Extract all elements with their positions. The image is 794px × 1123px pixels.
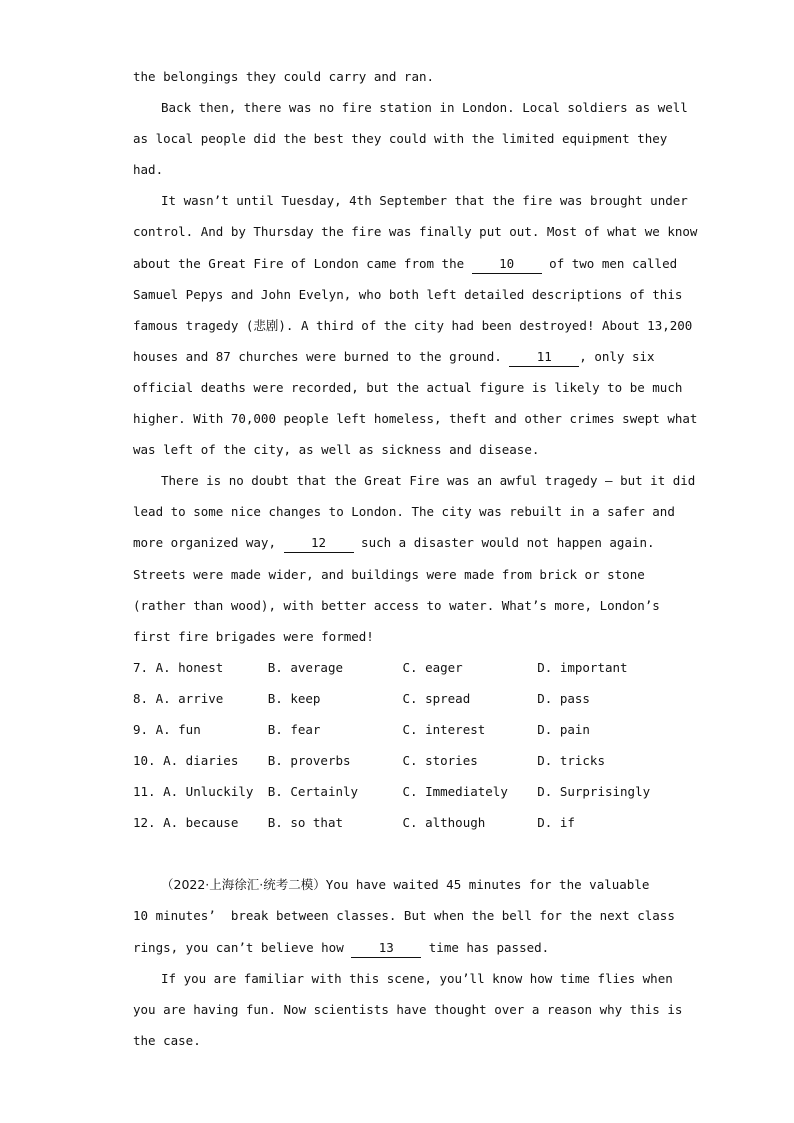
passage-line: had. — [133, 162, 164, 178]
passage-line — [133, 251, 678, 282]
question-row-9 — [133, 717, 673, 748]
passage-line — [133, 935, 673, 966]
passage-line — [133, 530, 673, 561]
passage-line: as local people did the best they could with the limited equipment they — [133, 131, 668, 147]
passage-text: more organized way, — [133, 535, 284, 551]
passage-line: first fire brigades were formed! — [133, 628, 374, 644]
passage-line: control. And by Thursday the fire was finally put out. Most of what we know — [133, 224, 698, 240]
passage-line: lead to some nice changes to London. The city was rebuilt in a safer and — [133, 504, 675, 520]
option-d: D. if — [537, 815, 575, 831]
passage-text: such a disaster would not happen again. — [353, 535, 655, 551]
passage-line: the belongings they could carry and ran. — [133, 69, 435, 84]
passage-line: 10 minutes’ break between classes. But when the bell for the next class — [133, 908, 675, 924]
passage-line: higher. With 70,000 people left homeless, theft and other crimes swept what — [133, 411, 698, 427]
option-c: C. stories — [402, 753, 478, 769]
passage-line: was left of the city, as well as sickness and disease. — [133, 442, 540, 458]
option-d: D. Surprisingly — [537, 784, 651, 800]
option-c: C. spread — [402, 690, 471, 706]
passage-line — [133, 872, 673, 903]
option-a: 10. A. diaries — [133, 753, 239, 769]
option-b: B. keep — [267, 690, 321, 706]
passage-line: There is no doubt that the Great Fire was an awful tragedy – but it did — [161, 473, 696, 489]
option-c: C. eager — [402, 659, 463, 675]
option-b: B. so that — [267, 815, 344, 831]
option-c: C. interest — [402, 721, 486, 737]
passage-line: If you are familiar with this scene, you’ll know how time flies when — [161, 970, 673, 986]
question-row-7 — [133, 655, 673, 686]
question-row-8 — [133, 686, 673, 717]
passage-line: Streets were made wider, and buildings were made from brick or stone — [133, 566, 645, 582]
passage-line: you are having fun. Now scientists have thought over a reason why this is — [133, 1001, 683, 1017]
option-d: D. pass — [537, 690, 590, 706]
passage-text: You have waited 45 minutes for the valuable — [325, 877, 650, 893]
passage-line: famous tragedy (悲剧). A third of the city had been destroyed! About 13,200 — [133, 317, 693, 333]
question-row-12 — [133, 810, 673, 841]
passage-line: Back then, there was no fire station in London. Local soldiers as well — [161, 100, 688, 116]
option-d: D. tricks — [537, 753, 605, 769]
option-a: 12. A. because — [133, 815, 239, 831]
option-a: 8. A. arrive — [133, 690, 224, 706]
passage-line: (rather than wood), with better access to water. What’s more, London’s — [133, 597, 660, 613]
passage-line: Samuel Pepys and John Evelyn, who both left detailed descriptions of this — [133, 286, 683, 302]
option-d: D. pain — [537, 721, 590, 737]
question-row-11 — [133, 779, 673, 810]
passage-text: houses and 87 churches were burned to the ground. — [133, 348, 510, 364]
option-a: 11. A. Unluckily — [133, 784, 254, 800]
option-a: 7. A. honest — [133, 659, 224, 675]
passage-line — [133, 344, 673, 375]
answer-blank-11: 11 — [509, 348, 579, 367]
option-c: C. although — [402, 815, 486, 831]
source-label: （2022·上海徐汇·统考二模） — [161, 877, 326, 893]
answer-blank-13: 13 — [351, 939, 421, 958]
option-b: B. Certainly — [267, 784, 359, 800]
document-page — [133, 64, 698, 1059]
answer-blank-12: 12 — [284, 534, 354, 553]
option-c: C. Immediately — [402, 784, 508, 800]
passage-text: , only six — [579, 348, 655, 364]
passage-line: It wasn’t until Tuesday, 4th September that the fire was brought under — [161, 193, 688, 209]
passage-text: about the Great Fire of London came from the — [133, 255, 472, 271]
option-b: B. proverbs — [267, 753, 351, 769]
passage-text: rings, you can’t believe how — [133, 939, 352, 955]
option-b: B. average — [267, 659, 344, 675]
option-a: 9. A. fun — [133, 721, 201, 737]
passage-text: time has passed. — [421, 939, 550, 955]
passage-text: of two men called — [541, 255, 678, 271]
passage-line: the case. — [133, 1032, 201, 1048]
option-d: D. important — [537, 659, 628, 675]
answer-blank-10: 10 — [472, 255, 542, 274]
passage-line: official deaths were recorded, but the actual figure is likely to be much — [133, 379, 683, 395]
question-row-10 — [133, 748, 673, 779]
section-spacer — [133, 841, 673, 872]
option-b: B. fear — [267, 721, 321, 737]
